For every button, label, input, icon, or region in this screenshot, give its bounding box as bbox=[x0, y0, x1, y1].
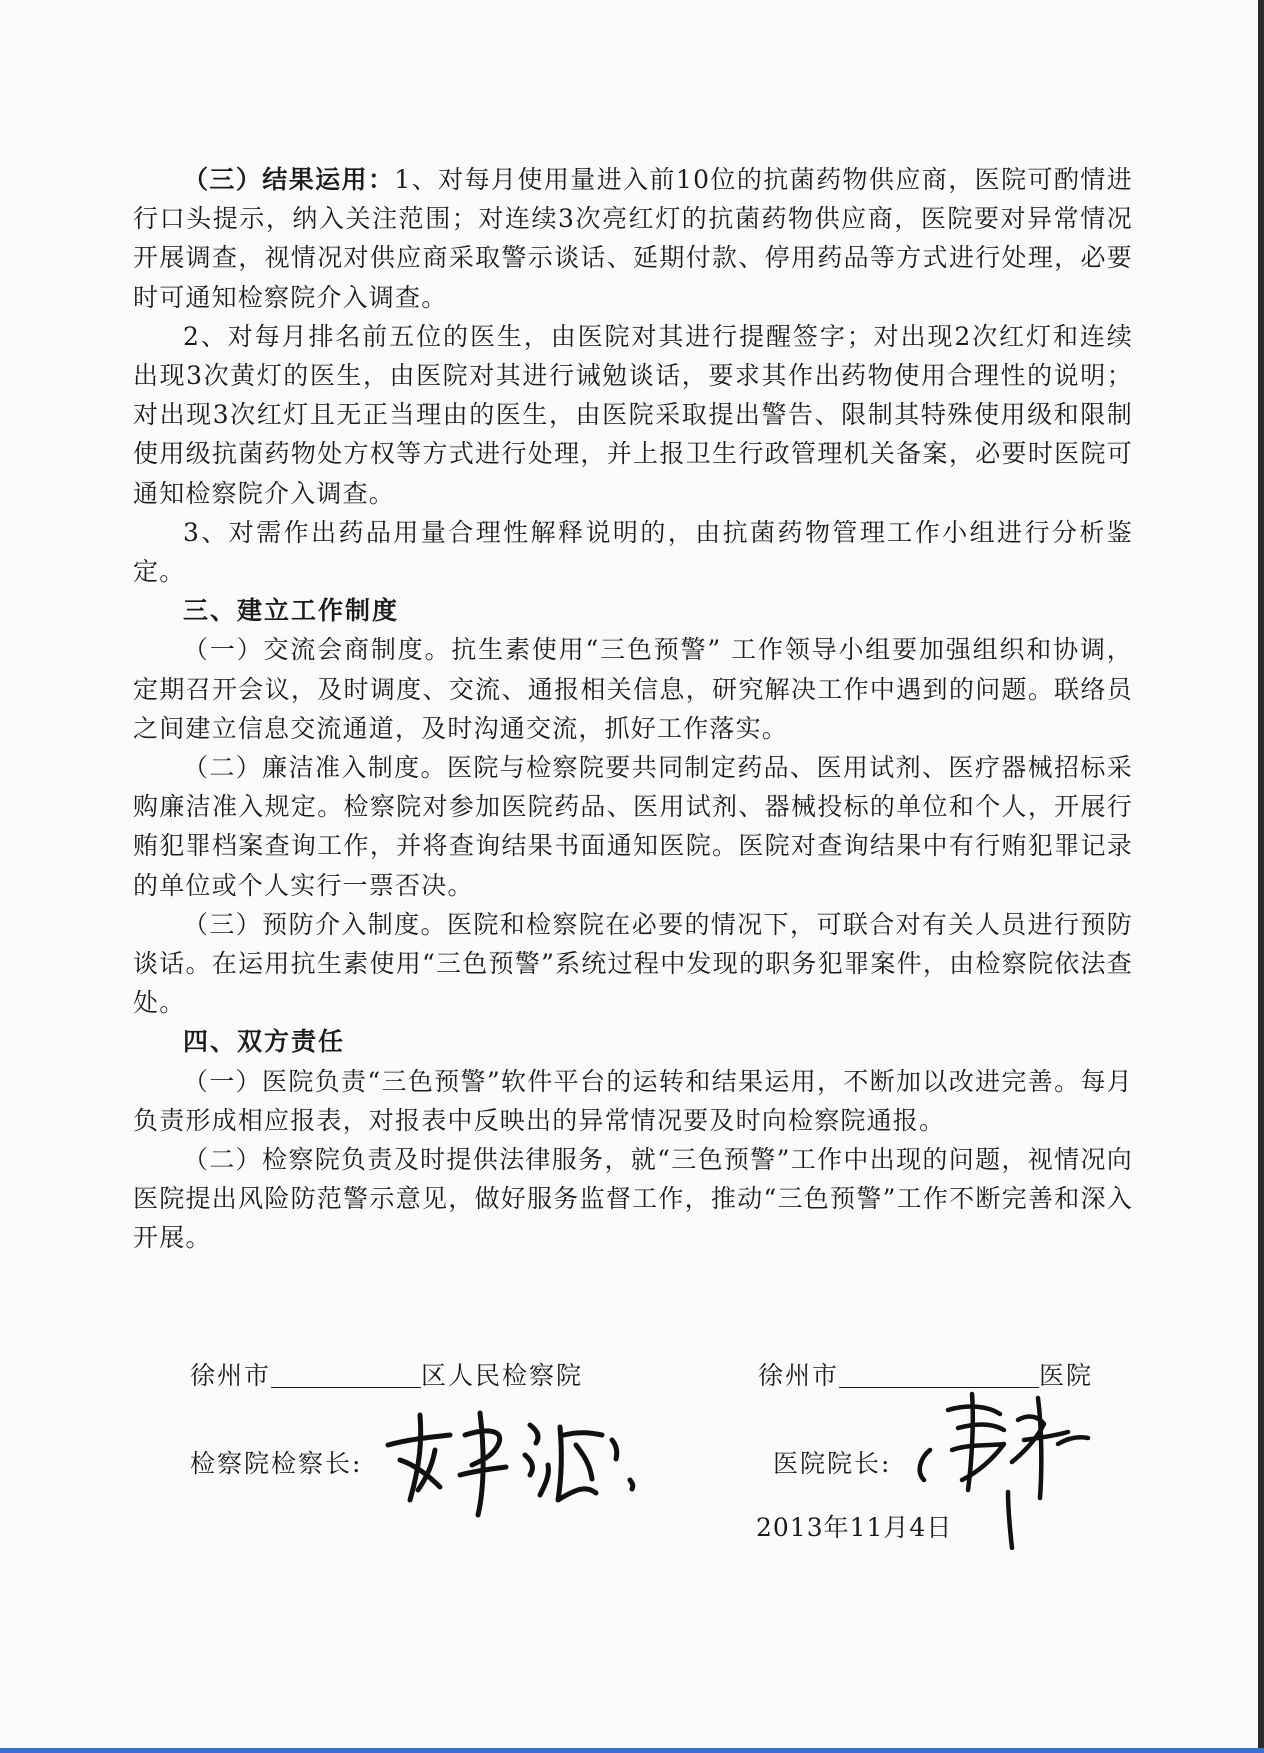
paragraph-text: （二）廉洁准入制度。医院与检察院要共同制定药品、医用试剂、医疗器械招标采购廉洁准入规定。检察院对参加医院药品、医用试剂、器械投标的单位和个人，开展行贿犯罪档案查询工作，并将查询结果书面通知医院。医院对查询结果中有行贿犯罪记录的单位或个人实行一票否决。 bbox=[133, 753, 1133, 900]
paragraph-hospital-duty bbox=[133, 1062, 1133, 1140]
procurator-handwritten-signature bbox=[380, 1405, 660, 1520]
hospital-president-title: 医院院长: bbox=[773, 1449, 892, 1478]
paragraph-text: 3、对需作出药品用量合理性解释说明的，由抗菌药物管理工作小组进行分析鉴定。 bbox=[133, 517, 1133, 587]
paragraph-results-usage bbox=[133, 160, 1133, 317]
paragraph-consultation-system bbox=[133, 630, 1133, 748]
paragraph-text: （一）交流会商制度。抗生素使用“三色预警” 工作领导小组要加强组织和协调，定期召开会议，及时调度、交流、通报相关信息，研究解决工作中遇到的问题。联络员之间建立信息交流通道，及时沟通交流，抓好工作落实。 bbox=[133, 635, 1133, 743]
org-suffix: 医院 bbox=[1039, 1361, 1094, 1390]
paragraph-text: 1、对每月使用量进入前10位的抗菌药物供应商，医院可酌情进行口头提示，纳入关注范围；对连续3次亮红灯的抗菌药物供应商，医院要对异常情况开展调查，视情况对供应商采取警示谈话、延期付款、停用药品等方式进行处理，必要时可通知检察院介入调查。 bbox=[133, 165, 1133, 312]
paragraph-prevention-system bbox=[133, 905, 1133, 1023]
paragraph-text: 2、对每月排名前五位的医生，由医院对其进行提醒签字；对出现2次红灯和连续出现3次黄灯的医生，由医院对其进行诫勉谈话，要求其作出药物使用合理性的说明；对出现3次红灯且无正当理由的医生，由医院采取提出警告、限制其特殊使用级和限制使用级抗菌药物处方权等方式进行处理，并上报卫生行政管理机关备案，必要时医院可通知检察院介入调查。 bbox=[133, 321, 1133, 508]
procuratorate-org-line bbox=[190, 1356, 583, 1392]
paragraph-text: （三）预防介入制度。医院和检察院在必要的情况下，可联合对有关人员进行预防谈话。在运用抗生素使用“三色预警”系统过程中发现的职务犯罪案件，由检察院依法查处。 bbox=[133, 909, 1133, 1018]
scan-edge-bottom bbox=[0, 1748, 1264, 1753]
section-heading-work-system: 三、建立工作制度 bbox=[183, 596, 400, 626]
scan-edge-right bbox=[1258, 0, 1264, 1753]
section-heading-responsibilities: 四、双方责任 bbox=[183, 1027, 346, 1057]
paragraph-integrity-system bbox=[133, 748, 1133, 905]
procurator-title: 检察院检察长: bbox=[190, 1449, 363, 1478]
paragraph-text: （一）医院负责“三色预警”软件平台的运转和结果运用，不断加以改进完善。每月负责形成相应报表，对报表中反映出的异常情况要及时向检察院通报。 bbox=[133, 1066, 1133, 1135]
paragraph-doctor-ranking bbox=[133, 317, 1133, 513]
org-prefix: 徐州市 bbox=[758, 1361, 840, 1390]
paragraph-procuratorate-duty bbox=[133, 1140, 1133, 1258]
signing-date: 2013年11月4日 bbox=[756, 1513, 953, 1542]
org-prefix: 徐州市 bbox=[190, 1361, 272, 1390]
paragraph-lead: （三）结果运用： bbox=[183, 165, 395, 194]
org-name-blank bbox=[271, 1361, 421, 1388]
hospital-president-handwritten-signature bbox=[908, 1380, 1098, 1550]
paragraph-text: （二）检察院负责及时提供法律服务，就“三色预警”工作中出现的问题，视情况向医院提出风险防范警示意见，做好服务监督工作，推动“三色预警”工作不断完善和深入开展。 bbox=[133, 1145, 1133, 1253]
org-suffix: 区人民检察院 bbox=[421, 1361, 584, 1390]
document-body bbox=[133, 160, 1133, 1258]
paragraph-usage-explanation bbox=[133, 513, 1133, 591]
